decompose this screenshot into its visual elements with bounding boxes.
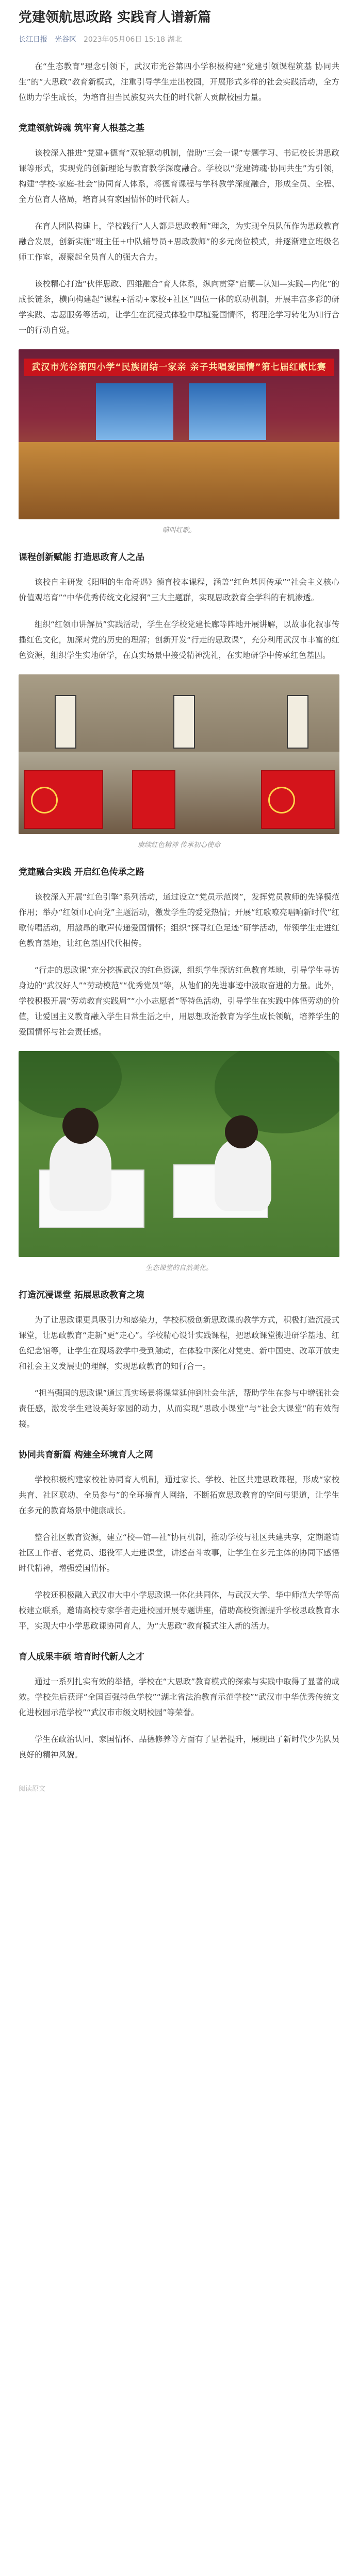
article-title: 党建领航思政路 实践育人谱新篇 bbox=[19, 10, 211, 25]
wall-sign bbox=[55, 695, 76, 749]
paragraph: 为了让思政课更具吸引力和感染力，学校积极创新思政课的教学方式，积极打造沉浸式课堂，让思政教育“走新”更“走心”。学校精心设计实践课程，把思政课堂搬进研学基地、红色纪念馆等，让学生在现场教学中受到触动，在体验中深化对党史、新中国史、改革开放史和社会主义发展史的理解，实现思政教育的知行合一。 bbox=[19, 1315, 339, 1371]
wall-sign bbox=[287, 695, 308, 749]
paragraph: 在育人团队构建上，学校践行“人人都是思政教师”理念，为实现全员队伍作为思政教育融合发展，创新实施“班主任+中队辅导员+思政教师”的多元岗位模式，并逐渐建立班级名师工作室，凝聚起全员育人的强大合力。 bbox=[19, 222, 339, 262]
paragraph: 该校自主研发《阳明的生命奇遇》德育校本课程，涵盖“红色基因传承”“社会主义核心价值观培育”“中华优秀传统文化浸润”三大主题群，实现思政教育全学科的有机渗透。 bbox=[19, 578, 339, 602]
group-photo[interactable] bbox=[19, 674, 339, 834]
student bbox=[50, 1133, 111, 1211]
paragraph: 通过一系列扎实有效的举措，学校在“大思政”教育模式的探索与实践中取得了显著的成效。学校先后获评“全国百强特色学校”“湖北省法治教育示范学校”“武汉市中华优秀传统文化进校园示范学校”“武汉市市级文明校园”等荣誉。 bbox=[19, 1677, 339, 1717]
paragraph: “行走的思政课”充分挖掘武汉的红色资源，组织学生探访红色教育基地，引导学生寻访身边的“武汉好人”“劳动模范”“优秀党员”等，从他们的先进事迹中汲取奋进的力量。此外，学校积极开展“劳动教育实践周”“小小志愿者”等特色活动，引导学生在实践中体悟劳动的价值，让爱国主义教育融入学生日常生活之中，用思想政治教育为学生成长领航，培养学生的爱国情怀与社会责任感。 bbox=[19, 965, 339, 1037]
section-heading: 协同共育新篇 构建全环境育人之网 bbox=[19, 1450, 153, 1460]
intro-paragraph: 在“生态教育”理念引领下，武汉市光谷第四小学积极构建“党建引领课程筑基 协同共生”的“大思政”教育新模式，注重引导学生走出校园，开展形式多样的社会实践活动，全方位助力学生成长，为培育担当民族复兴大任的时代新人贡献校园力量。 bbox=[19, 62, 339, 102]
contest-photo[interactable] bbox=[19, 349, 339, 519]
stage-screen bbox=[189, 383, 266, 440]
read-original-link[interactable]: 阅读原文 bbox=[19, 1785, 46, 1793]
student bbox=[215, 1139, 271, 1211]
section-heading: 党建领航铸魂 筑牢育人根基之基 bbox=[19, 123, 144, 133]
paragraph: “担当强国的思政课”通过真实场景将课堂延伸到社会生活，帮助学生在参与中增强社会责任感，激发学生建设美好家园的动力，从而实现“思政小课堂”与“社会大课堂”的有效衔接。 bbox=[19, 1388, 339, 1429]
foliage bbox=[19, 1051, 122, 1118]
section-heading: 课程创新赋能 打造思政育人之品 bbox=[19, 552, 144, 563]
figure-outdoor-art bbox=[19, 1051, 339, 1272]
section-heading: 育人成果丰硕 培育时代新人之才 bbox=[19, 1652, 144, 1662]
figure-caption: 赓续红色精神 传承初心使命 bbox=[137, 841, 221, 849]
author-link[interactable]: 光谷区 bbox=[55, 36, 76, 44]
paragraph: 组织“红领巾讲解员”实践活动，学生在学校党建长廊等阵地开展讲解，以故事化叙事传播红色文化，加深对党的历史的理解；创新开发“行走的思政课”，充分利用武汉市丰富的红色资源，组织学生实地研学，在真实场景中接受精神洗礼，在实地研学中传承红色基因。 bbox=[19, 620, 339, 660]
publish-date: 2023年05月06日 15:18 湖北 bbox=[84, 36, 182, 44]
paragraph: 学生在政治认同、家国情怀、品德修养等方面有了显著提升，展现出了新时代少先队员良好的精神风貌。 bbox=[19, 1735, 339, 1759]
stage-floor bbox=[19, 442, 339, 519]
red-flag bbox=[261, 770, 335, 829]
stage-screen bbox=[96, 383, 173, 440]
outdoor-photo[interactable] bbox=[19, 1051, 339, 1257]
wall-sign bbox=[173, 695, 195, 749]
figure-red-song-contest bbox=[19, 349, 339, 534]
section-heading: 党建融合实践 开启红色传承之路 bbox=[19, 867, 144, 877]
red-flag bbox=[132, 770, 175, 829]
paragraph: 该校深入推进“党建+德育”双轮驱动机制，借助“三会一课”专题学习、书记校长讲思政课等形式，实现党的创新理论与教育教学深度融合。学校以“党建铸魂·协同共生”为引领，构建“学校-家庭-社会”协同育人体系，将德育课程与学科教学深度融合，形成全员、全程、全方位育人格局，培育具有家国情怀的时代新人。 bbox=[19, 148, 339, 204]
paragraph: 学校还积极融入武汉市大中小学思政课一体化共同体，与武汉大学、华中师范大学等高校建立联系，邀请高校专家学者走进校园开展专题讲座，借助高校资源提升学校思政教育水平，实现大中小学思政课协同育人，为“大思政”教育模式注入新的活力。 bbox=[19, 1590, 339, 1631]
source-link[interactable]: 长江日报 bbox=[19, 36, 47, 44]
red-flag bbox=[24, 770, 103, 829]
stage-banner: 武汉市光谷第四小学“民族团结一家亲 亲子共唱爱国情”第七届红歌比赛 bbox=[24, 359, 334, 376]
student-head bbox=[225, 1115, 258, 1148]
section-heading: 打造沉浸课堂 拓展思政教育之境 bbox=[19, 1290, 144, 1300]
student-head bbox=[62, 1108, 99, 1144]
paragraph: 整合社区教育资源，建立“校—馆—社”协同机制，推动学校与社区共建共享，定期邀请社区工作者、老党员、退役军人走进课堂，讲述奋斗故事，让学生在多元主体的协同下感悟时代精神，增强爱国情怀。 bbox=[19, 1533, 339, 1573]
paragraph: 该校精心打造“伙伴思政、四维融合”育人体系，纵向贯穿“启蒙—认知—实践—内化”的成长链条，横向构建起“课程+活动+家校+社区”四位一体的联动机制，开展丰富多彩的研学实践、志愿服务等活动，让学生在沉浸式体验中厚植爱国情怀，将理论学习转化为知行合一的行动自觉。 bbox=[19, 279, 339, 335]
figure-caption: 生态课堂的自然美化。 bbox=[145, 1264, 213, 1272]
paragraph: 学校积极构建家校社协同育人机制，通过家长、学校、社区共建思政课程，形成“家校共育、社区联动、全员参与”的全环境育人网络，不断拓宽思政教育的空间与渠道，让学生在多元的教育场景中健康成长。 bbox=[19, 1475, 339, 1515]
figure-group-flags bbox=[19, 674, 339, 849]
figure-caption: 喵叫红歌。 bbox=[162, 527, 196, 534]
paragraph: 该校深入开展“红色引擎”系列活动，通过设立“党员示范岗”，发挥党员教师的先锋模范作用；举办“红领巾心向党”主题活动，激发学生的爱党热情；开展“红歌嘹亮唱响新时代”红歌传唱活动，用激昂的歌声传递爱国情怀；组织“探寻红色足迹”研学活动，带领学生走进红色教育基地，让红色基因代代相传。 bbox=[19, 892, 339, 948]
article-meta bbox=[19, 34, 339, 44]
